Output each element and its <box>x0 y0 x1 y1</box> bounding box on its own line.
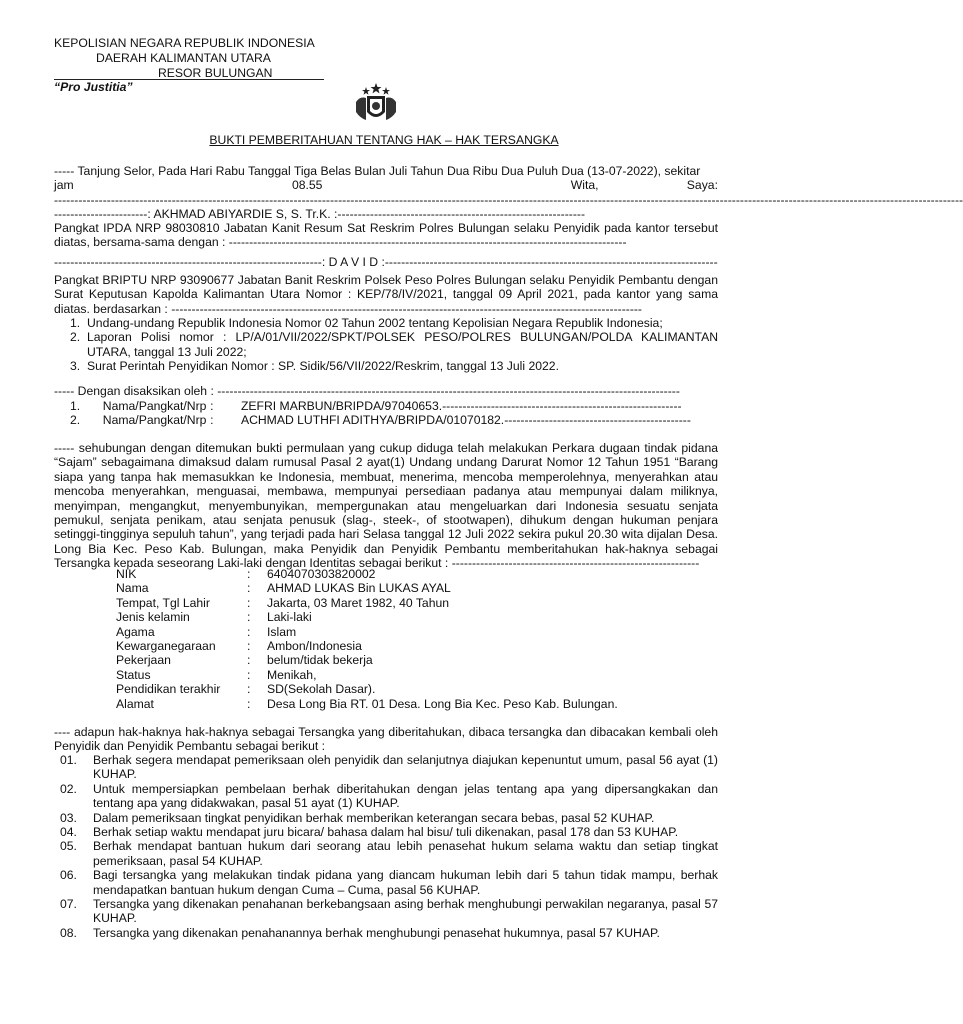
investigator-description: Pangkat IPDA NRP 98030810 Jabatan Kanit Resum Sat Reskrim Polres Bulungan selaku Penyidik pada kantor tersebut diatas, bersama-sama dengan : -------------------------------------------------------------------------------------------------- <box>54 221 718 250</box>
identity-row <box>116 697 618 711</box>
rights-text: Untuk mempersiapkan pembelaan berhak diberitahukan dengan jelas tentang apa yang dipersangkakan dan tentang apa yang didakwakan, pasal 51 ayat (1) KUHAP. <box>93 781 718 811</box>
intro-line-1: ----- Tanjung Selor, Pada Hari Rabu Tanggal Tiga Belas Bulan Juli Tahun Dua Ribu Dua Puluh Dua (13-07-2022), sekitar <box>54 164 701 178</box>
identity-colon: : <box>247 696 251 711</box>
basis-item <box>70 330 718 359</box>
intro-paragraph <box>54 164 963 222</box>
witness-number: 1. <box>70 399 81 413</box>
identity-value: Laki-laki <box>267 610 312 625</box>
police-emblem-icon <box>352 82 400 124</box>
investigator-name-line: -----------------------: AKHMAD ABIYARDIE S, S. Tr.K. :------------------------------------------------------------- <box>54 207 586 222</box>
rights-item <box>60 897 718 926</box>
identity-key: Status <box>116 667 151 682</box>
intro-wita: Wita, <box>570 178 599 193</box>
suspect-identity <box>116 567 618 711</box>
identity-key: Tempat, Tgl Lahir <box>116 595 210 610</box>
witness-label: Nama/Pangkat/Nrp <box>102 413 207 428</box>
identity-colon: : <box>247 595 251 610</box>
motto: “Pro Justitia” <box>54 80 133 94</box>
identity-key: Kewarganegaraan <box>116 638 216 653</box>
basis-text: Laporan Polisi nomor : LP/A/01/VII/2022/SPKT/POLSEK PESO/POLRES BULUNGAN/POLDA KALIMANTAN UTARA, tanggal 13 Juli 2022; <box>87 330 718 359</box>
rights-text: Berhak setiap waktu mendapat juru bicara/ bahasa dalam hal bisu/ tuli dikenakan, pasal 178 dan 53 KUHAP. <box>93 825 679 840</box>
rights-text: Dalam pemeriksaan tingkat penyidikan berhak memberikan keterangan secara bebas, pasal 52 KUHAP. <box>93 810 655 825</box>
identity-row <box>116 596 618 610</box>
rights-text: Berhak segera mendapat pemeriksaan oleh penyidik dan selanjutnya diajukan kepenuntut umum, pasal 56 ayat (1) KUHAP. <box>93 753 718 782</box>
basis-item <box>70 316 718 330</box>
charge-paragraph: ----- sehubungan dengan ditemukan bukti permulaan yang cukup diduga telah melakukan Perkara dugaan tindak pidana “Sajam” sebagaimana dimaksud dalam rumusal Pasal 2 ayat(1) Undang undang Darurat Nomor 12 Tahun 1951 “Barang siapa yang tanpa hak memasukkan ke Indonesia, membuat, menerima, mencoba memperolehnya, menyerahkan atau mencoba menyerahkan, menguasai, membawa, mempunyai persediaan padanya atau mempunyai dalam miliknya, menyimpan, mengangkut, menyembunyikan, mempergunakan atau mengeluarkan dari Indonesia sesuatu senjata pemukul, senjata penikam, atau senjata penusuk (slag-, steek-, of stootwapen), dihukum dengan hukuman penjara setinggi-tingginya sepuluh tahun”, yang terjadi pada hari Selasa tanggal 12 Juli 2022 sekira pukul 20.30 wita dijalan Desa. Long Bia Kec. Peso Kab. Bulungan, maka Penyidik dan Penyidik Pembantu memberitahukan hak-haknya sebagai Tersangka kepada seseorang Laki-laki dengan Identitas sebagai berikut : ------------------------------------------------------------- <box>54 441 718 571</box>
document-title: BUKTI PEMBERITAHUAN TENTANG HAK – HAK TERSANGKA <box>209 133 559 147</box>
rights-intro: ---- adapun hak-haknya hak-haknya sebagai Tersangka yang diberitahukan, dibaca tersangka dan dibacakan kembali oleh Penyidik dan Penyidik Pembantu sebagai berikut : <box>54 725 718 754</box>
witness-row <box>70 399 718 413</box>
rights-number: 03. <box>60 810 77 825</box>
identity-value: SD(Sekolah Dasar). <box>267 682 376 697</box>
identity-colon: : <box>247 653 251 668</box>
rights-item <box>60 868 718 897</box>
basis-number: 2. <box>70 330 81 345</box>
dash-line: -------------------------------------------------------------------------------------------------------------------------------------------------------------------------------------------------------------------------------- <box>54 192 963 207</box>
rights-number: 01. <box>60 753 77 767</box>
identity-key: Agama <box>116 624 155 639</box>
rights-number: 07. <box>60 897 77 912</box>
rights-item <box>60 825 718 839</box>
witness-row <box>70 413 718 427</box>
rights-item <box>60 926 718 940</box>
witness-list <box>70 399 718 428</box>
witness-colon: : <box>210 399 214 413</box>
identity-value: Islam <box>267 624 297 639</box>
identity-colon: : <box>247 682 251 697</box>
basis-item <box>70 359 718 373</box>
identity-colon: : <box>247 567 251 581</box>
identity-value: Menikah, <box>267 667 317 682</box>
basis-number: 1. <box>70 316 81 330</box>
witness-value: ZEFRI MARBUN/BRIPDA/97040653.----------------------------------------------------------- <box>240 399 682 413</box>
identity-value: AHMAD LUKAS Bin LUKAS AYAL <box>267 581 451 596</box>
identity-value: Jakarta, 03 Maret 1982, 40 Tahun <box>267 595 450 610</box>
rights-item <box>60 839 718 868</box>
identity-row <box>116 610 618 624</box>
rights-number: 05. <box>60 839 77 854</box>
basis-number: 3. <box>70 359 81 374</box>
rights-list <box>60 753 718 940</box>
identity-value: Desa Long Bia RT. 01 Desa. Long Bia Kec. Peso Kab. Bulungan. <box>267 696 618 711</box>
rights-item <box>60 753 718 782</box>
rights-item <box>60 782 718 811</box>
basis-text: Surat Perintah Penyidikan Nomor : SP. Sidik/56/VII/2022/Reskrim, tanggal 13 Juli 2022. <box>87 359 559 374</box>
rights-text: Tersangka yang dikenakan penahanannya berhak menghubungi penasehat hukumnya, pasal 57 KUHAP. <box>93 925 660 940</box>
identity-colon: : <box>247 624 251 639</box>
identity-row <box>116 682 618 696</box>
rights-number: 04. <box>60 825 77 840</box>
david-description: Pangkat BRIPTU NRP 93090677 Jabatan Banit Reskrim Polsek Peso Polres Bulungan selaku Penyidik Pembantu dengan Surat Keputusan Kapolda Kalimantan Utara Nomor : KEP/78/IV/2021, tanggal 09 April 2021, pada kantor yang sama diatas. berdasarkan : -------------------------------------------------------------------------------------------------------------------- <box>54 273 718 316</box>
identity-key: Alamat <box>116 696 154 711</box>
intro-line-2 <box>54 178 718 192</box>
identity-row <box>116 639 618 653</box>
letterhead-line-1: KEPOLISIAN NEGARA REPUBLIK INDONESIA <box>54 36 315 50</box>
witness-intro: ----- Dengan disaksikan oleh : ------------------------------------------------------------------------------------------------------------------ <box>54 384 680 398</box>
letterhead-line-3: RESOR BULUNGAN <box>158 65 273 80</box>
intro-time: 08.55 <box>291 178 323 193</box>
witness-value: ACHMAD LUTHFI ADITHYA/BRIPDA/01070182.---------------------------------------------- <box>240 413 691 428</box>
identity-colon: : <box>247 667 251 682</box>
rights-item <box>60 811 718 825</box>
witness-number: 2. <box>70 413 81 428</box>
witness-label: Nama/Pangkat/Nrp <box>102 399 207 413</box>
identity-value: belum/tidak bekerja <box>267 653 373 668</box>
identity-key: Jenis kelamin <box>116 610 190 625</box>
rights-text: Berhak mendapat bantuan hukum dari seorang atau lebih penasehat hukum selama waktu dan setiap tingkat pemeriksaan, pasal 54 KUHAP. <box>93 839 718 868</box>
intro-jam: jam <box>54 178 74 193</box>
rights-number: 06. <box>60 868 77 883</box>
identity-row <box>116 581 618 595</box>
identity-colon: : <box>247 610 251 625</box>
rights-text: Bagi tersangka yang melakukan tindak pidana yang diancam hukuman lebih dari 5 tahun tidak mampu, berhak mendapatkan bantuan hukum dengan Cuma – Cuma, pasal 56 KUHAP. <box>93 868 718 897</box>
basis-text: Undang-undang Republik Indonesia Nomor 02 Tahun 2002 tentang Kepolisian Negara Republik Indonesia; <box>87 316 663 330</box>
identity-row <box>116 668 618 682</box>
identity-value: Ambon/Indonesia <box>267 638 362 653</box>
basis-list <box>70 316 718 374</box>
david-line: ------------------------------------------------------------------: D A V I D :---------------------------------------------------------------------------------- <box>54 255 718 269</box>
letterhead-line-2: DAERAH KALIMANTAN UTARA <box>96 50 271 65</box>
identity-row <box>116 625 618 639</box>
identity-key: Pendidikan terakhir <box>116 682 221 697</box>
witness-colon: : <box>210 413 214 428</box>
identity-colon: : <box>247 581 251 596</box>
identity-key: NIK <box>116 567 137 581</box>
rights-number: 08. <box>60 925 77 940</box>
identity-key: Pekerjaan <box>116 653 171 668</box>
identity-colon: : <box>247 638 251 653</box>
rights-text: Tersangka yang dikenakan penahanan berkebangsaan asing berhak menghubungi perwakilan negaranya, pasal 57 KUHAP. <box>93 897 718 926</box>
identity-value: 6404070303820002 <box>267 567 376 581</box>
identity-row <box>116 653 618 667</box>
letterhead <box>54 36 315 80</box>
rights-number: 02. <box>60 781 77 796</box>
identity-row <box>116 567 618 581</box>
identity-key: Nama <box>116 581 149 596</box>
intro-saya: Saya: <box>686 178 718 193</box>
